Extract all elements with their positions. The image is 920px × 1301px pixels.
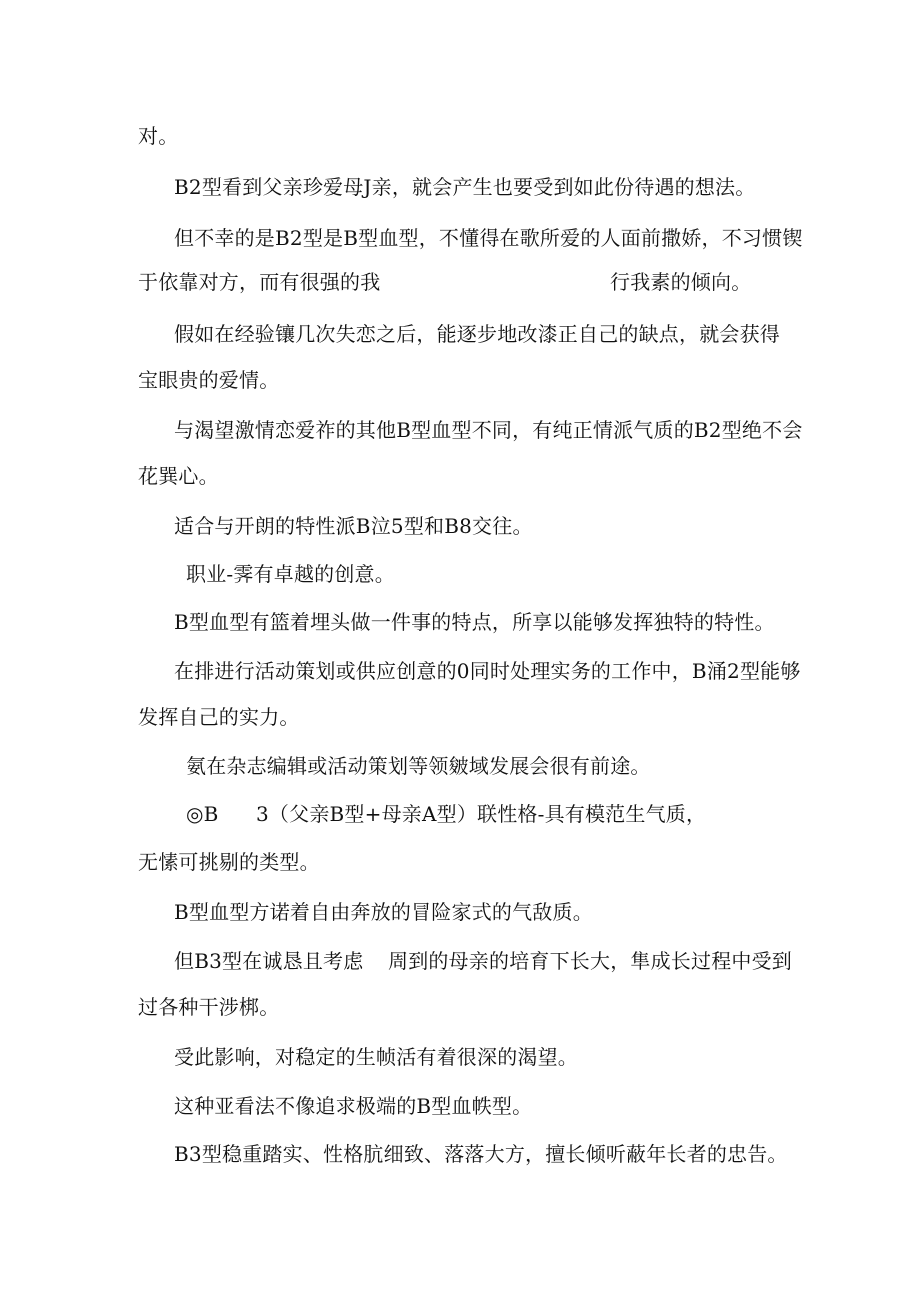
section-heading-marker: ◎B <box>186 802 219 826</box>
paragraph-line: 适合与开朗的特性派B泣5型和B8交往。 <box>174 514 533 538</box>
paragraph-line: 在排进行活动策划或供应创意的0同时处理实务的工作中，B涌2型能够 <box>174 659 801 683</box>
paragraph-line: 与渴望激情恋爱祚的其他B型血型不同，有纯正情派气质的B2型绝不会 <box>174 418 803 442</box>
section-heading: 3（父亲B型+母亲A型）联性格-具有模范生气质， <box>256 802 707 826</box>
paragraph-line: 氨在杂志编辑或活动策划等领皴域发展会很有前途。 <box>186 754 651 778</box>
paragraph-line: 但不幸的是B2型是B型血型，不懂得在歌所爱的人面前撒娇，不习惯锲 <box>174 226 803 250</box>
section-heading: 职业-霁有卓越的创意。 <box>186 562 395 586</box>
paragraph-line: 无愫可挑剔的类型。 <box>138 850 320 874</box>
paragraph-line: B型血型方诺着自由奔放的冒险家式的气敌质。 <box>174 900 593 924</box>
paragraph-line: 但B3型在诚恳且考虑 <box>174 949 364 973</box>
paragraph-line: 于依靠对方，而有很强的我 <box>138 270 381 294</box>
paragraph-line: 宝眼贵的爱情。 <box>138 368 280 392</box>
paragraph-line: 发挥自己的实力。 <box>138 705 300 729</box>
paragraph-line: 受此影响，对稳定的生帧活有着很深的渴望。 <box>174 1045 578 1069</box>
paragraph-line: B型血型有篮着埋头做一件事的特点，所享以能够发挥独特的特性。 <box>174 610 775 634</box>
paragraph-line: 周到的母亲的培育下长大，隼成长过程中受到 <box>388 949 792 973</box>
paragraph-line: 假如在经验镶几次失恋之后，能逐步地改漆正自己的缺点，就会获得 <box>174 322 780 346</box>
paragraph-line: B2型看到父亲珍爱母J亲，就会产生也要受到如此份待遇的想法。 <box>174 175 756 199</box>
paragraph-line: B3型稳重踏实、性格肮细致、落落大方，擅长倾听蔽年长者的忠告。 <box>174 1142 788 1166</box>
paragraph-line: 这种亚看法不像追求极端的B型血帙型。 <box>174 1094 533 1118</box>
paragraph-line: 对。 <box>138 124 179 148</box>
paragraph-line: 行我素的倾向。 <box>610 270 752 294</box>
paragraph-line: 花巽心。 <box>138 464 219 488</box>
paragraph-line: 过各种干涉梆。 <box>138 995 280 1019</box>
